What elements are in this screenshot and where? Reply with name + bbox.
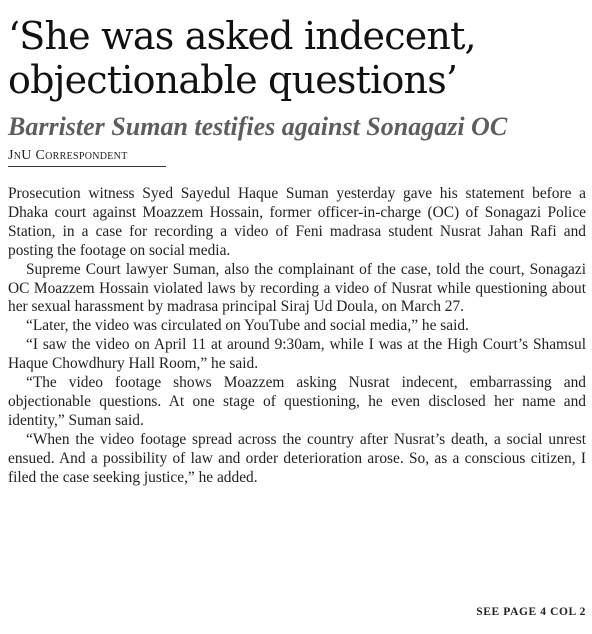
paragraph-3: “Later, the video was circulated on YouTube and social media,” he said. bbox=[26, 317, 469, 335]
paragraph-2: Supreme Court lawyer Suman, also the complainant of the case, told the court, Sonagazi OC Moazzem Hossain violated laws by recording a video of Nusrat while questioning about her sexual harassment by madrasa principal Siraj Ud Doula, on March 27. bbox=[8, 260, 586, 316]
headline-line-2: objectionable questions’ bbox=[8, 58, 458, 102]
article-body bbox=[8, 185, 586, 488]
news-article bbox=[8, 14, 588, 488]
continued-on-page-note: SEE PAGE 4 COL 2 bbox=[476, 606, 586, 618]
paragraph-5: “The video footage shows Moazzem asking Nusrat indecent, embarrassing and objectionable questions. At one stage of questioning, he even disclosed her name and identity,” Suman said. bbox=[8, 374, 586, 429]
paragraph-4: “I saw the video on April 11 at around 9:30am, while I was at the High Court’s Shamsul Haque Chowdhury Hall Room,” he said. bbox=[8, 336, 586, 373]
byline-divider bbox=[8, 166, 166, 167]
subheadline: Barrister Suman testifies against Sonagazi OC bbox=[8, 112, 508, 141]
paragraph-6: “When the video footage spread across the country after Nusrat’s death, a social unrest ensued. And a possibility of law and order deterioration arose. So, as a conscious citizen, I filed the case seeking justice,” he added. bbox=[8, 430, 586, 486]
paragraph-1: Prosecution witness Syed Sayedul Haque Suman yesterday gave his statement before a Dhaka court against Moazzem Hossain, former officer-in-charge (OC) of Sonagazi Police Station, in a case for recording a video of Feni madrasa student Nusrat Jahan Rafi and posting the footage on social media. bbox=[8, 185, 586, 259]
headline bbox=[8, 14, 588, 102]
byline: JnU Correspondent bbox=[8, 148, 128, 163]
headline-line-1: ‘She was asked indecent, bbox=[8, 14, 476, 58]
